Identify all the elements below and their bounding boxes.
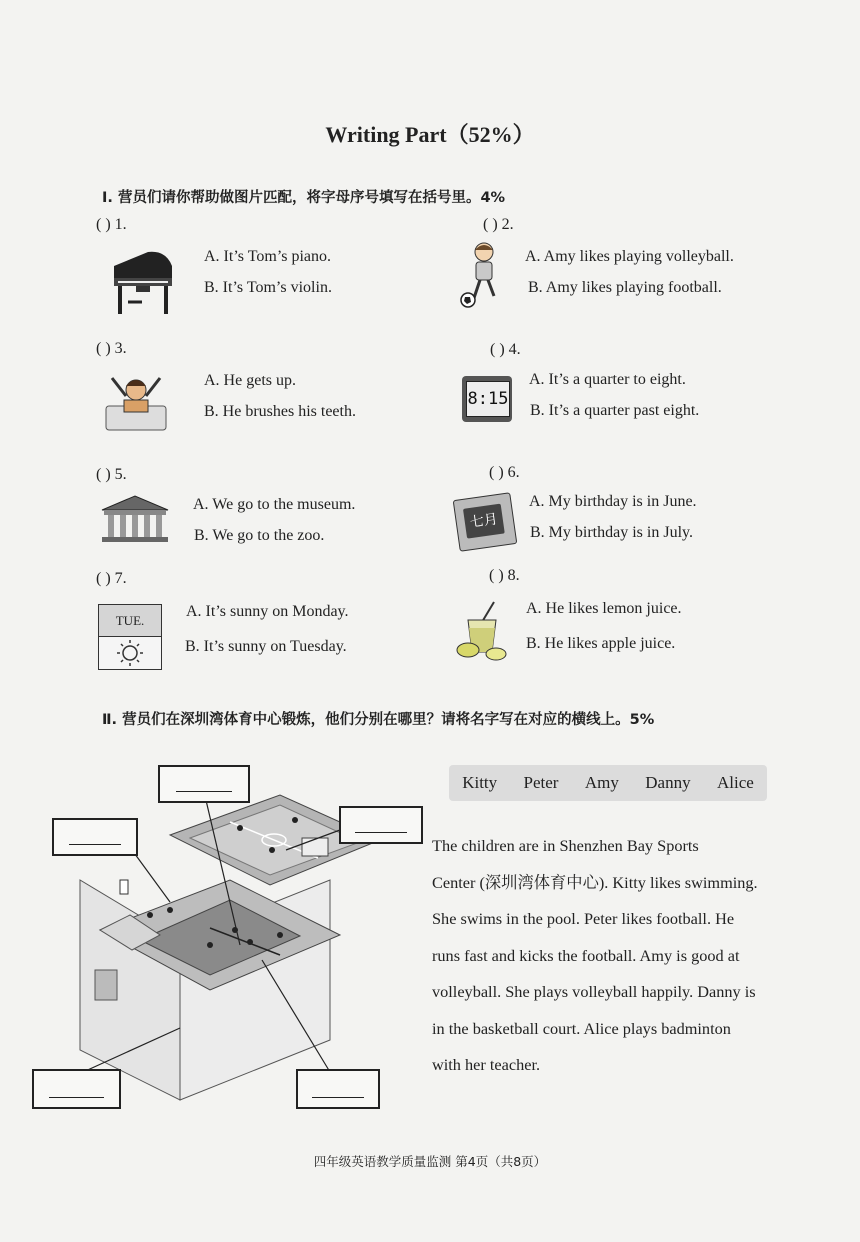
item7-option-a: A. It’s sunny on Monday. xyxy=(186,603,349,620)
passage-line: with her teacher. xyxy=(432,1055,541,1074)
item6-option-a: A. My birthday is in June. xyxy=(529,493,697,510)
item7-number: ( ) 7. xyxy=(96,570,127,587)
name-kitty: Kitty xyxy=(462,773,498,792)
item8-option-b: B. He likes apple juice. xyxy=(526,635,676,652)
item4-number: ( ) 4. xyxy=(490,341,521,358)
item8-number: ( ) 8. xyxy=(489,567,520,584)
lemon-juice-icon xyxy=(454,600,512,662)
item3-option-a: A. He gets up. xyxy=(204,372,296,389)
item5-option-a: A. We go to the museum. xyxy=(193,496,356,513)
item2-option-b: B. Amy likes playing football. xyxy=(528,279,722,296)
name-alice: Alice xyxy=(716,773,754,792)
item6-option-b: B. My birthday is in July. xyxy=(530,524,693,541)
passage-line: The children are in Shenzhen Bay Sports xyxy=(432,836,699,855)
item1-number: ( ) 1. xyxy=(96,216,127,233)
item8-option-a: A. He likes lemon juice. xyxy=(526,600,682,617)
item3-option-b: B. He brushes his teeth. xyxy=(204,403,356,420)
item2-option-a: A. Amy likes playing volleyball. xyxy=(525,248,734,265)
item6-number: ( ) 6. xyxy=(489,464,520,481)
passage-line: volleyball. She plays volleyball happily. Danny is xyxy=(432,982,756,1001)
item7-option-b: B. It’s sunny on Tuesday. xyxy=(185,638,347,655)
item1-option-b: B. It’s Tom’s violin. xyxy=(204,279,332,296)
page-footer: 四年级英语教学质量监测 第4页（共8页） xyxy=(313,1154,547,1169)
section1-heading: Ⅰ. 营员们请你帮助做图片匹配，将字母序号填写在括号里。4% xyxy=(102,190,506,206)
passage-line: runs fast and kicks the football. Amy is good at xyxy=(432,945,740,965)
name-peter: Peter xyxy=(523,773,559,792)
reading-passage xyxy=(432,828,784,1084)
item1-option-a: A. It’s Tom’s piano. xyxy=(204,248,332,265)
passage-line: Center (深圳湾体育中心). Kitty likes swimming. xyxy=(432,872,758,892)
item3-number: ( ) 3. xyxy=(96,340,127,357)
item4-option-b: B. It’s a quarter past eight. xyxy=(530,402,700,419)
name-danny: Danny xyxy=(645,773,691,792)
passage-line: in the basketball court. Alice plays badminton xyxy=(432,1018,731,1038)
answer-box-bottom-right[interactable] xyxy=(296,1069,380,1109)
name-amy: Amy xyxy=(584,773,619,792)
answer-box-top[interactable] xyxy=(158,765,250,803)
section2-heading: Ⅱ. 营员们在深圳湾体育中心锻炼，他们分别在哪里？请将名字写在对应的横线上。5% xyxy=(102,712,655,728)
passage-line: She swims in the pool. Peter likes football. He xyxy=(432,909,735,928)
digital-clock-icon xyxy=(462,376,512,422)
item5-number: ( ) 5. xyxy=(96,466,127,483)
clock-display: 8:15 xyxy=(466,381,510,417)
piano-icon xyxy=(108,244,178,316)
museum-icon xyxy=(98,494,172,544)
weather-card-icon xyxy=(98,604,162,670)
calendar-month: 七月 xyxy=(463,504,505,539)
item5-option-b: B. We go to the zoo. xyxy=(194,527,325,544)
page-title: Writing Part（52%） xyxy=(325,122,535,147)
name-word-bank xyxy=(449,765,767,801)
answer-box-bottom-left[interactable] xyxy=(32,1069,121,1109)
sun-icon xyxy=(99,637,161,669)
answer-box-right[interactable] xyxy=(339,806,423,844)
item2-number: ( ) 2. xyxy=(483,216,514,233)
answer-box-left[interactable] xyxy=(52,818,138,856)
boy-in-bed-icon xyxy=(104,370,168,432)
football-girl-icon xyxy=(458,240,508,310)
calendar-icon xyxy=(453,492,518,552)
weekday-label: TUE. xyxy=(99,605,161,637)
item4-option-a: A. It’s a quarter to eight. xyxy=(529,371,686,388)
